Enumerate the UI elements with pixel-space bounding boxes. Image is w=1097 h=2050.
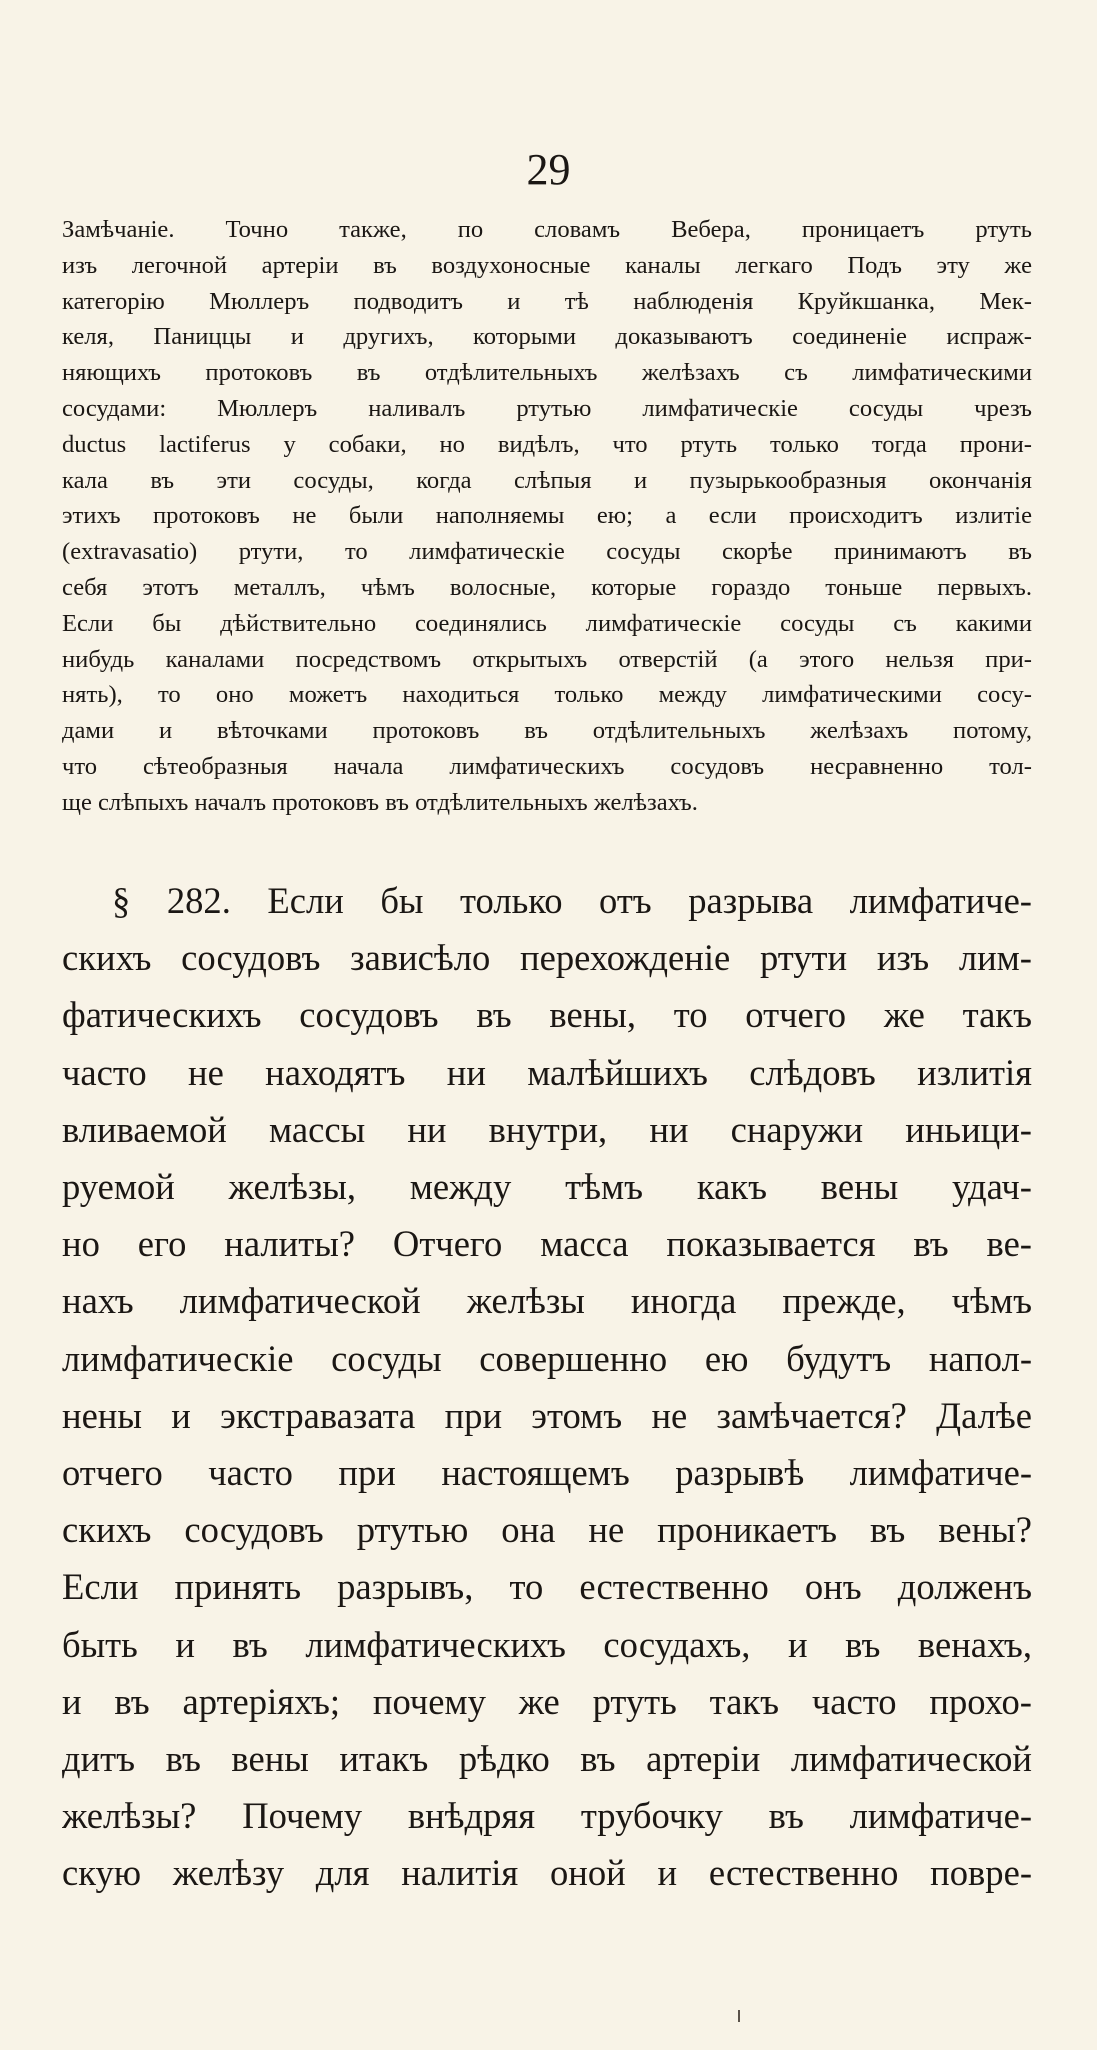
body-line: и въ артеріяхъ; почему же ртуть такъ часто прохо- [62, 1680, 1032, 1722]
body-line: но его налиты? Отчего масса показывается въ ве- [62, 1223, 1032, 1265]
note-line: Замѣчаніе. Точно также, по словамъ Вебера, проницаетъ ртуть [62, 216, 1032, 243]
body-line: нены и экстравазата при этомъ не замѣчается? Далѣе [62, 1394, 1032, 1436]
body-line: скихъ сосудовъ ртутью она не проникаетъ въ вены? [62, 1509, 1032, 1551]
body-line: § 282. Если бы только отъ разрыва лимфатиче- [112, 880, 1032, 921]
body-line: быть и въ лимфатическихъ сосудахъ, и въ венахъ, [62, 1623, 1032, 1665]
note-line: категорію Мюллеръ подводитъ и тѣ наблюденія Круйкшанка, Мек- [62, 287, 1032, 315]
note-line: изъ легочной артеріи въ воздухоносные каналы легкаго Подъ эту же [62, 251, 1032, 279]
note-line: этихъ протоковъ не были наполняемы ею; а если происходитъ излитіе [62, 502, 1032, 530]
note-line: Если бы дѣйствительно соединялись лимфатическіе сосуды съ какими [62, 609, 1032, 637]
note-line: нибудь каналами посредствомъ открытыхъ отверстій (а этого нельзя при- [62, 645, 1032, 673]
print-mark [738, 2010, 740, 2022]
note-line: что сѣтеобразныя начала лимфатическихъ сосудовъ несравненно тол- [62, 752, 1032, 780]
body-line: часто не находятъ ни малѣйшихъ слѣдовъ излитія [62, 1051, 1032, 1093]
note-line: себя этотъ металлъ, чѣмъ волосные, которые гораздо тоньше первыхъ. [62, 573, 1032, 601]
body-line: фатическихъ сосудовъ въ вены, то отчего же такъ [62, 994, 1032, 1036]
body-line: руемой желѣзы, между тѣмъ какъ вены удач- [62, 1166, 1032, 1208]
note-line: кала въ эти сосуды, когда слѣпыя и пузырькообразныя окончанія [62, 466, 1032, 494]
body-line: Если принять разрывъ, то естественно онъ долженъ [62, 1566, 1032, 1608]
note-line: келя, Паниццы и другихъ, которыми доказываютъ соединеніе испраж- [62, 323, 1032, 351]
note-line: сосудами: Мюллеръ наливалъ ртутью лимфатическіе сосуды чрезъ [62, 394, 1032, 422]
section-282-paragraph [62, 872, 1032, 1902]
body-line: дитъ въ вены итакъ рѣдко въ артеріи лимфатической [62, 1738, 1032, 1780]
note-line: (extravasatio) ртути, то лимфатическіе сосуды скорѣе принимаютъ въ [62, 538, 1032, 566]
body-line: нахъ лимфатической желѣзы иногда прежде, чѣмъ [62, 1280, 1032, 1322]
note-paragraph [62, 212, 1032, 821]
note-line: няющихъ протоковъ въ отдѣлительныхъ желѣзахъ съ лимфатическими [62, 359, 1032, 387]
note-line: нять), то оно можетъ находиться только между лимфатическими сосу- [62, 681, 1032, 709]
body-line: вливаемой массы ни внутри, ни снаружи иньици- [62, 1108, 1032, 1150]
page-number: 29 [526, 145, 571, 194]
body-line: желѣзы? Почему внѣдряя трубочку въ лимфатиче- [62, 1795, 1032, 1837]
note-line: ductus lactiferus у собаки, но видѣлъ, что ртуть только тогда прони- [62, 430, 1032, 458]
body-line: скую желѣзу для налитія оной и естественно повре- [62, 1852, 1032, 1894]
body-line: скихъ сосудовъ зависѣло перехожденіе ртути изъ лим- [62, 937, 1032, 979]
note-line: дами и вѣточками протоковъ въ отдѣлительныхъ желѣзахъ потому, [62, 717, 1032, 745]
body-line: лимфатическіе сосуды совершенно ею будутъ напол- [62, 1337, 1032, 1379]
note-line: ще слѣпыхъ началъ протоковъ въ отдѣлительныхъ желѣзахъ. [62, 788, 698, 816]
body-line: отчего часто при настоящемъ разрывѣ лимфатиче- [62, 1452, 1032, 1494]
